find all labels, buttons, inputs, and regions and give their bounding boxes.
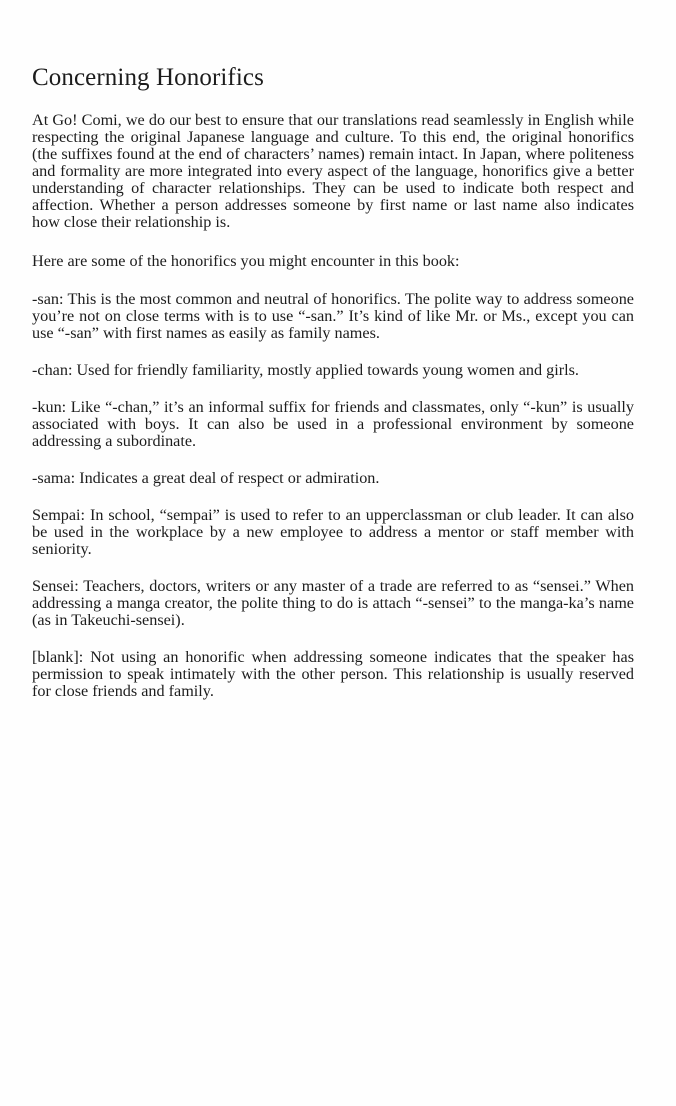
honorific-sensei: Sensei: Teachers, doctors, writers or any master of a trade are referred to as “sensei.” When addressing a manga creator, the polite thing to do is attach “-sensei” to the manga-ka’s name (as in Takeuchi-sensei).	[32, 577, 634, 629]
honorific-sempai: Sempai: In school, “sempai” is used to refer to an upperclassman or club leader. It can also be used in the workplace by a new employee to address a mentor or staff member with seniority.	[32, 506, 634, 558]
page-title: Concerning Honorifics	[32, 64, 264, 91]
honorific-kun: -kun: Like “-chan,” it’s an informal suffix for friends and classmates, only “-kun” is usually associated with boys. It can also be used in a professional environment by someone addressing a subordinate.	[32, 398, 634, 450]
honorific-blank: [blank]: Not using an honorific when addressing someone indicates that the speaker has permission to speak intimately with the other person. This relationship is usually reserved for close friends and family.	[32, 648, 634, 700]
honorific-sama: -sama: Indicates a great deal of respect or admiration.	[32, 469, 380, 487]
honorific-chan: -chan: Used for friendly familiarity, mostly applied towards young women and girls.	[32, 361, 579, 379]
intro-paragraph: At Go! Comi, we do our best to ensure that our translations read seamlessly in English while respecting the original Japanese language and culture. To this end, the original honorifics (the suffixes found at the end of characters’ names) remain intact. In Japan, where politeness and formality are more integrated into every aspect of the language, honorifics give a better understanding of character relationships. They can be used to indicate both respect and affection. Whether a person addresses someone by first name or last name also indicates how close their relationship is.	[32, 111, 634, 231]
honorific-san: -san: This is the most common and neutral of honorifics. The polite way to address someone you’re not on close terms with is to use “-san.” It’s kind of like Mr. or Ms., except you can use “-san” with first names as easily as family names.	[32, 290, 634, 342]
lead-paragraph: Here are some of the honorifics you might encounter in this book:	[32, 252, 460, 270]
